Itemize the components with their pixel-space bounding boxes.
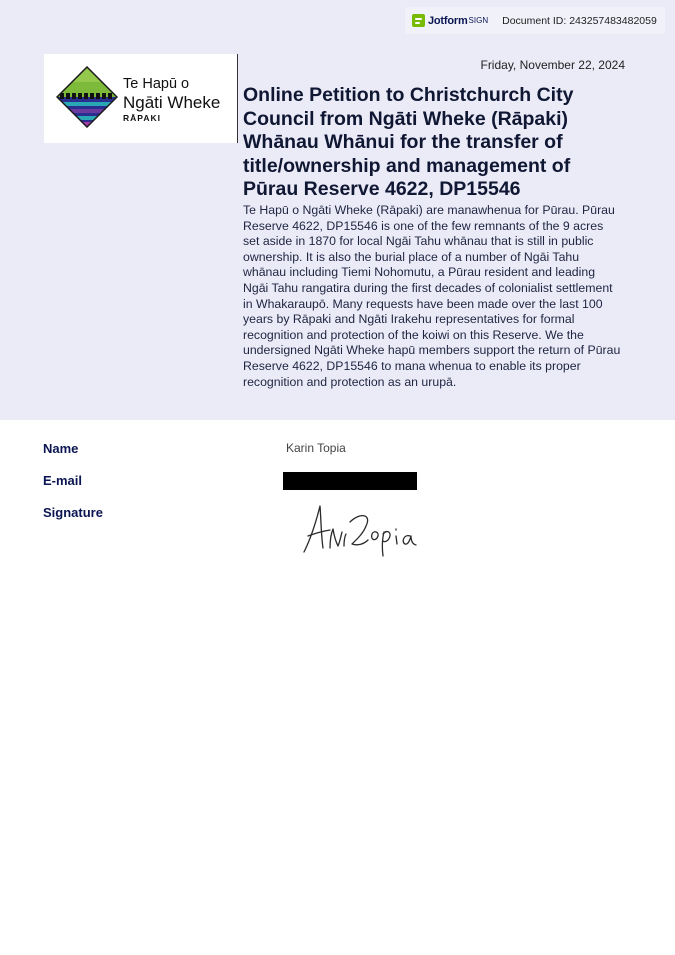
- signature-image: [300, 500, 425, 560]
- organization-logo: [44, 54, 238, 143]
- jotform-logo: [412, 14, 488, 27]
- jotform-sign-badge: [405, 7, 665, 34]
- email-redacted: [283, 472, 417, 490]
- email-label: E-mail: [43, 473, 83, 488]
- jotform-logo-icon: [412, 14, 425, 27]
- document-id: Document ID: 243257483482059: [502, 14, 657, 27]
- logo-text-line1: Te Hapū o: [123, 76, 190, 92]
- jotform-brand: Jotform: [428, 14, 468, 27]
- diamond-logo-icon: [56, 66, 118, 128]
- name-label: Name: [43, 441, 79, 456]
- petition-description: Te Hapū o Ngāti Wheke (Rāpaki) are manawhenua for Pūrau. Pūrau Reserve 4622, DP15546 is one of the few remnants of the 9 acres set aside in 1870 for local Ngāi Tahu whānau that is still in public ownership. It is also the burial place of a number of Ngāi Tahu whānau including Tiemi Nohomutu, a Pūrau resident and leading Ngāi Tahu rangatira during the first decades of colonialist settlement in Whakaraupō. Many requests have been made over the last 100 years by Rāpaki and Ngāti Irakehu representatives for formal recognition and protection of the koiwi on this Reserve. We the undersigned Ngāti Wheke hapū members support the return of Pūrau Reserve 4622, DP15546 to mana whenua to enable its proper recognition and protection as an urupā.: [243, 203, 621, 389]
- signature-label: Signature: [43, 505, 103, 520]
- petition-title: Online Petition to Christchurch City Council from Ngāti Wheke (Rāpaki) Whānau Whānui for the transfer of title/ownership and management of Pūrau Reserve 4622, DP15546: [243, 84, 574, 200]
- name-value: Karin Topia: [286, 441, 346, 455]
- logo-text-line2: Ngāti Wheke: [123, 93, 221, 112]
- document-date: Friday, November 22, 2024: [480, 58, 625, 72]
- jotform-sign-label: SIGN: [468, 16, 489, 25]
- logo-text-line3: RĀPAKI: [123, 113, 161, 123]
